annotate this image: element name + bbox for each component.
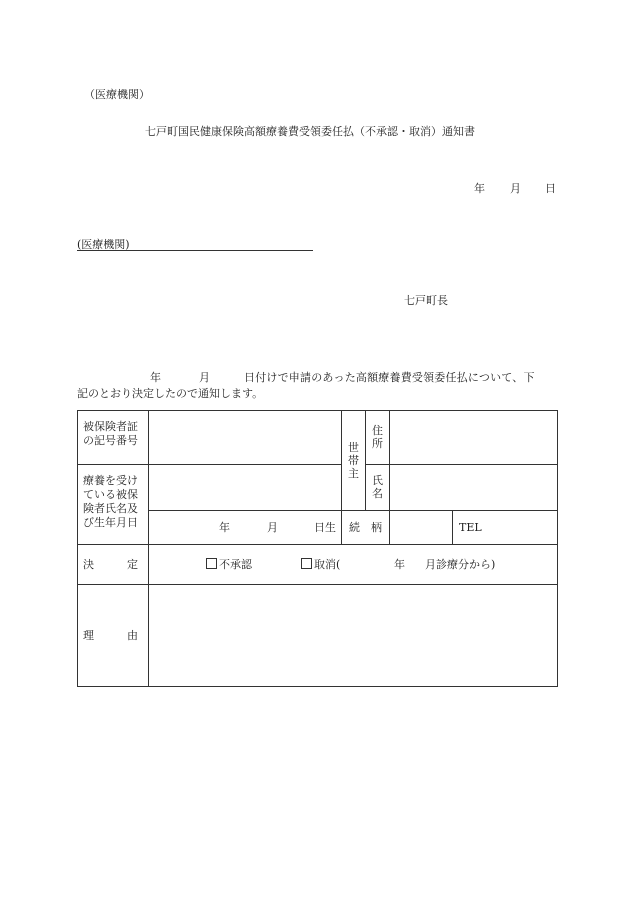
birth-month: 月 [267, 521, 278, 534]
patient-label-cell [78, 465, 149, 545]
body-line1: 日付けで申請のあった高額療養費受領委任払について、下 [244, 371, 535, 384]
name-label-cell [366, 465, 390, 511]
body-year: 年 [150, 371, 161, 384]
cancel-option-label: 取消( [314, 558, 341, 571]
reason-label: 理 由 [83, 628, 138, 642]
body-month: 月 [199, 371, 210, 384]
cancel-month-text: 月診療分から) [425, 558, 496, 571]
cancel-option[interactable] [301, 558, 340, 572]
date-month: 月 [510, 182, 521, 195]
birth-day: 日生 [314, 521, 336, 534]
name-label: 氏名 [372, 474, 383, 500]
birth-date-field[interactable] [149, 511, 342, 545]
patient-name-field[interactable] [149, 465, 342, 511]
notification-table [77, 410, 558, 687]
patient-label: 療養を受けている被保険者氏名及び生年月日 [83, 474, 138, 529]
household-head-name-field[interactable] [390, 465, 558, 511]
address-label: 住所 [372, 424, 383, 450]
tel-field[interactable] [453, 511, 558, 545]
relationship-label-cell [342, 511, 390, 545]
household-head-label-cell [342, 411, 366, 511]
insured-number-label-cell [78, 411, 149, 465]
household-head-label: 世帯主 [348, 440, 359, 480]
cancel-year: 年 [394, 558, 405, 571]
address-label-cell [366, 411, 390, 465]
insured-number-field[interactable] [149, 411, 342, 465]
issuer: 七戸町長 [404, 294, 448, 307]
reason-label-cell [78, 585, 149, 687]
reject-option[interactable] [206, 558, 252, 572]
tel-label: TEL [459, 520, 482, 534]
decision-field [149, 545, 558, 585]
date-year: 年 [474, 182, 485, 195]
recipient-label: (医療機関) [77, 238, 130, 251]
date-day: 日 [545, 182, 556, 195]
decision-label: 決 定 [83, 557, 138, 571]
decision-label-cell [78, 545, 149, 585]
cancel-checkbox-icon[interactable] [301, 558, 312, 569]
relationship-field[interactable] [390, 511, 453, 545]
reject-checkbox-icon[interactable] [206, 558, 217, 569]
address-field[interactable] [390, 411, 558, 465]
reason-field[interactable] [149, 585, 558, 687]
recipient-line [77, 236, 313, 251]
reject-option-label: 不承認 [219, 558, 252, 571]
birth-year: 年 [219, 521, 230, 534]
insured-number-label: 被保険者証の記号番号 [83, 420, 138, 447]
document-title: 七戸町国民健康保険高額療養費受領委任払（不承認・取消）通知書 [145, 125, 475, 138]
institution-heading: （医療機関） [84, 88, 150, 101]
body-line2: 記のとおり決定したので通知します。 [77, 387, 264, 400]
relationship-label: 続 柄 [349, 520, 382, 534]
